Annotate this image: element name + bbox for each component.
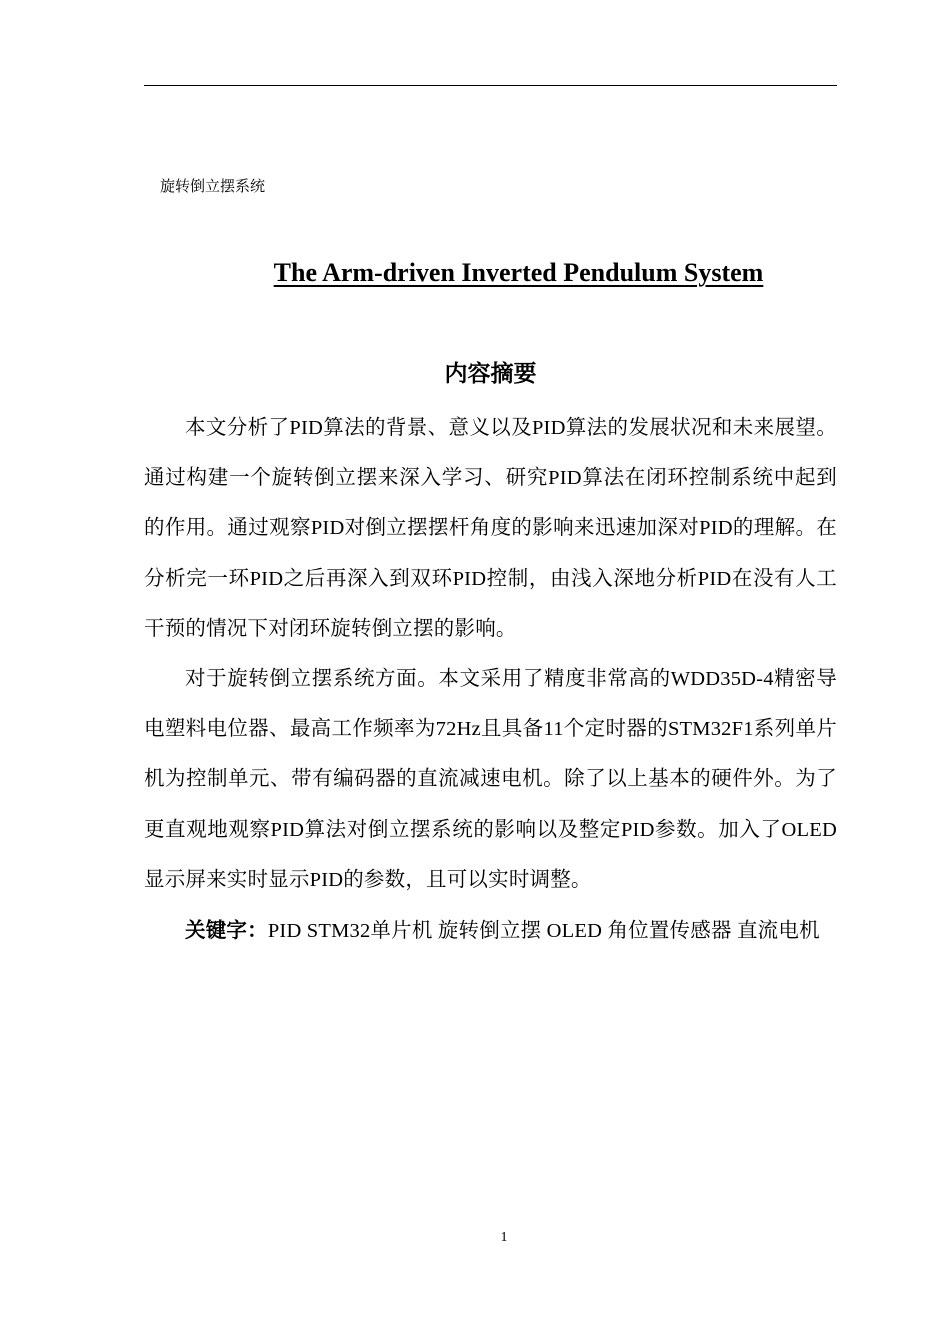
keywords-list: PID STM32单片机 旋转倒立摆 OLED 角位置传感器 直流电机 [267, 920, 820, 943]
keywords-paragraph [144, 905, 837, 956]
abstract-body [144, 403, 837, 956]
abstract-heading: 内容摘要 [444, 361, 537, 387]
abstract-paragraph-1: 本文分析了PID算法的背景、意义以及PID算法的发展状况和未来展望。通过构建一个旋转倒立摆来深入学习、研究PID算法在闭环控制系统中起到的作用。通过观察PID对倒立摆摆杆角度的影响来迅速加深对PID的理解。在分析完一环PID之后再深入到双环PID控制，由浅入深地分析PID在没有人工干预的情况下对闭环旋转倒立摆的影响。 [144, 417, 837, 640]
page-number: 1 [500, 1230, 508, 1245]
header-rule [144, 85, 837, 86]
english-title-text: The Arm-driven Inverted Pendulum System [273, 258, 764, 287]
keywords-label: 关键字： [185, 918, 268, 943]
english-title [200, 256, 837, 290]
abstract-paragraph-2: 对于旋转倒立摆系统方面。本文采用了精度非常高的WDD35D-4精密导电塑料电位器、最高工作频率为72Hz且具备11个定时器的STM32F1系列单片机为控制单元、带有编码器的直流减速电机。除了以上基本的硬件外。为了更直观地观察PID算法对倒立摆系统的影响以及整定PID参数。加入了OLED显示屏来实时显示PID的参数，且可以实时调整。 [144, 668, 837, 891]
running-header: 旋转倒立摆系统 [160, 177, 266, 195]
